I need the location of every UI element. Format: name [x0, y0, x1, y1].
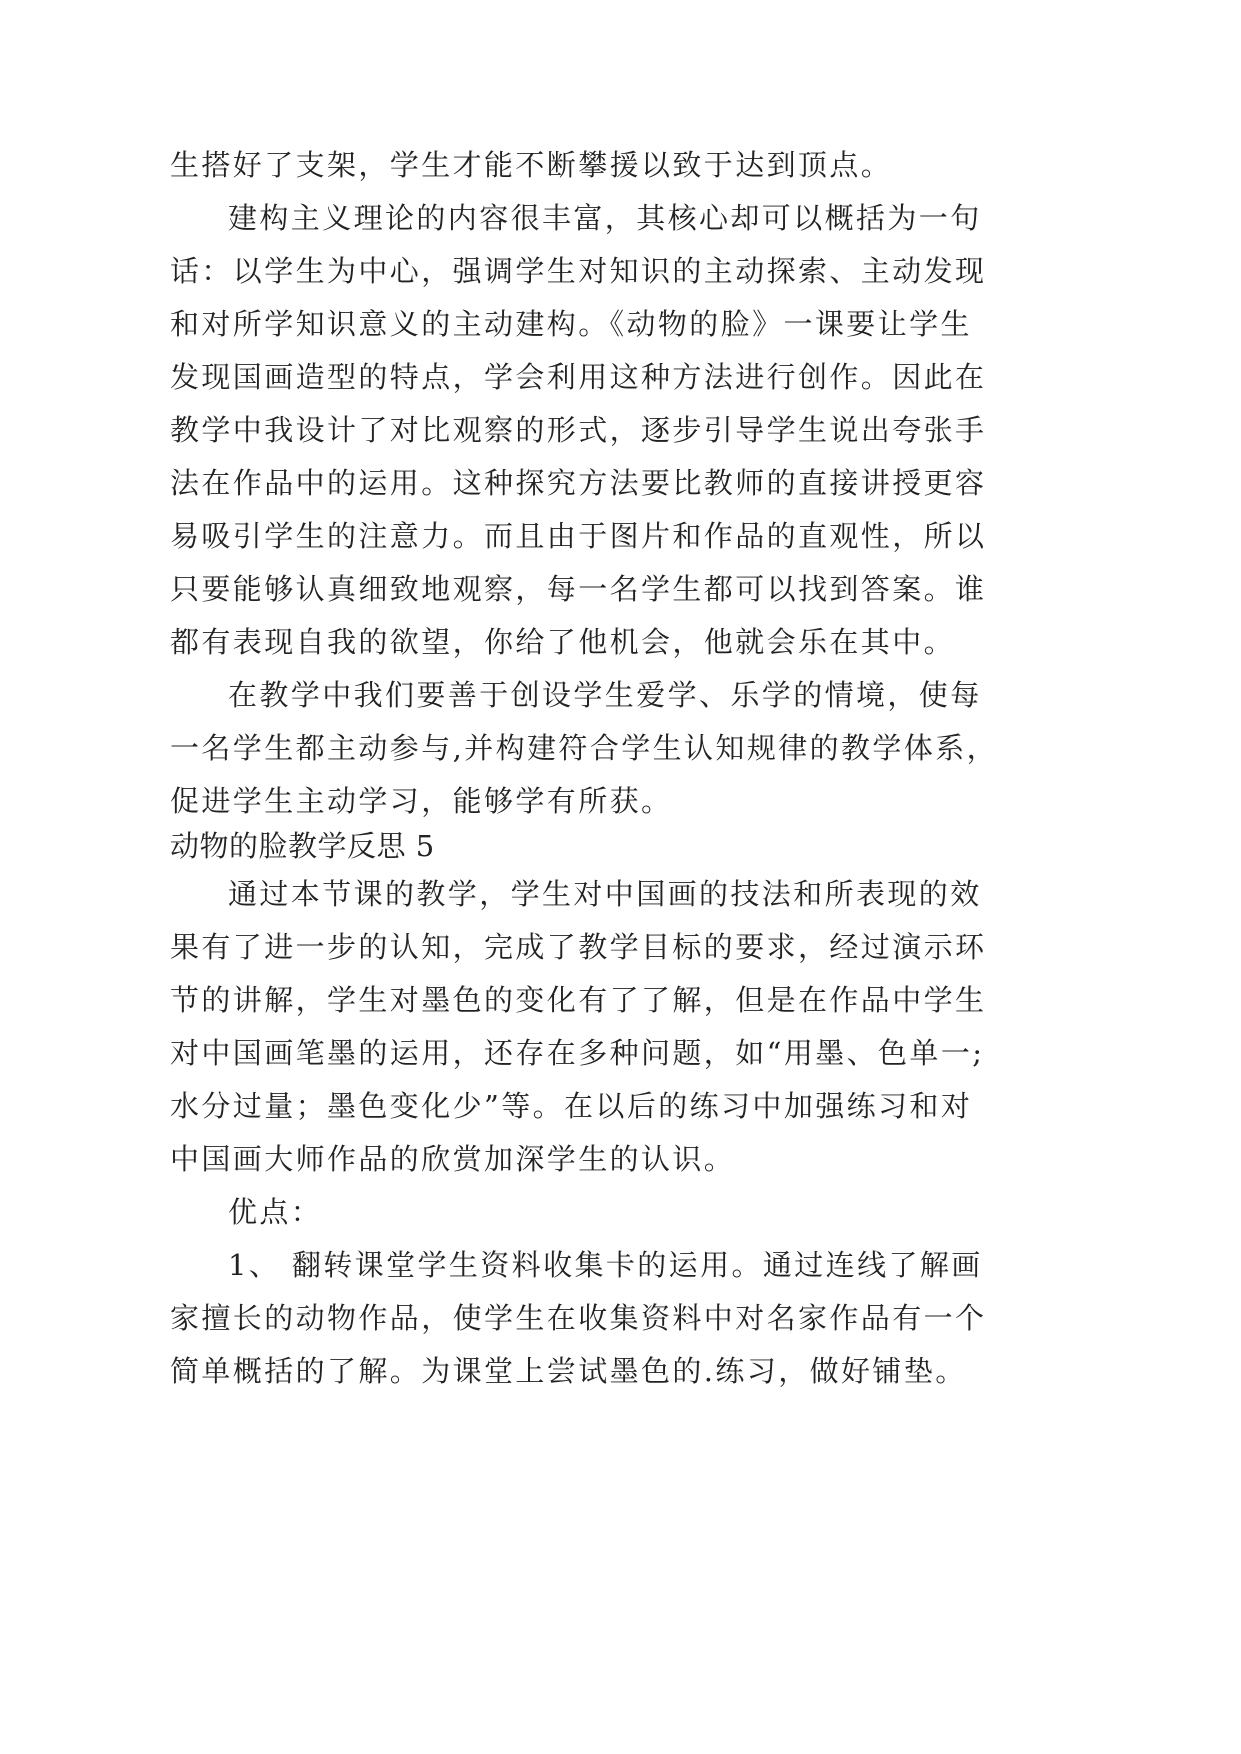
text-line: 促进学生主动学习，能够学有所获。 [170, 784, 673, 818]
text-line: 水分过量；墨色变化少”等。在以后的练习中加强练习和对 [170, 1089, 973, 1123]
text-line: 教学中我设计了对比观察的形式，逐步引导学生说出夸张手 [170, 413, 987, 447]
text-line: 一名学生都主动参与,并构建符合学生认知规律的教学体系， [170, 731, 999, 765]
text-line: 对中国画笔墨的运用，还存在多种问题，如“用墨、色单一; [170, 1036, 985, 1070]
text-line: 简单概括的了解。为课堂上尝试墨色的.练习，做好铺垫。 [170, 1354, 967, 1388]
paragraph-start-line: 建构主义理论的内容很丰富，其核心却可以概括为一句 [228, 201, 982, 235]
text-line: 发现国画造型的特点，学会利用这种方法进行创作。因此在 [170, 360, 987, 394]
paragraph-start-line: 通过本节课的教学，学生对中国画的技法和所表现的效 [228, 877, 982, 911]
text-line: 中国画大师作品的欣赏加深学生的认识。 [170, 1142, 736, 1176]
section-heading: 动物的脸教学反思 5 [170, 829, 435, 863]
text-line: 节的讲解，学生对墨色的变化有了了解，但是在作品中学生 [170, 983, 987, 1017]
text-line: 家擅长的动物作品，使学生在收集资料中对名家作品有一个 [170, 1301, 987, 1335]
text-line: 都有表现自我的欲望，你给了他机会，他就会乐在其中。 [170, 625, 956, 659]
text-line: 法在作品中的运用。这种探究方法要比教师的直接讲授更容 [170, 466, 987, 500]
paragraph-start-line: 在教学中我们要善于创设学生爱学、乐学的情境，使每 [228, 678, 982, 712]
text-line: 话：以学生为中心，强调学生对知识的主动探索、主动发现 [170, 254, 987, 288]
text-line: 果有了进一步的认知，完成了教学目标的要求，经过演示环 [170, 930, 987, 964]
text-line: 易吸引学生的注意力。而且由于图片和作品的直观性，所以 [170, 519, 987, 553]
numbered-item-1: 1、 翻转课堂学生资料收集卡的运用。通过连线了解画 [228, 1248, 983, 1282]
text-line: 生搭好了支架，学生才能不断攀援以致于达到顶点。 [170, 148, 893, 182]
text-line: 和对所学知识意义的主动建构。《动物的脸》一课要让学生 [170, 307, 972, 341]
text-line: 只要能够认真细致地观察，每一名学生都可以找到答案。谁 [170, 572, 987, 606]
subheading-advantages: 优点： [228, 1195, 323, 1229]
